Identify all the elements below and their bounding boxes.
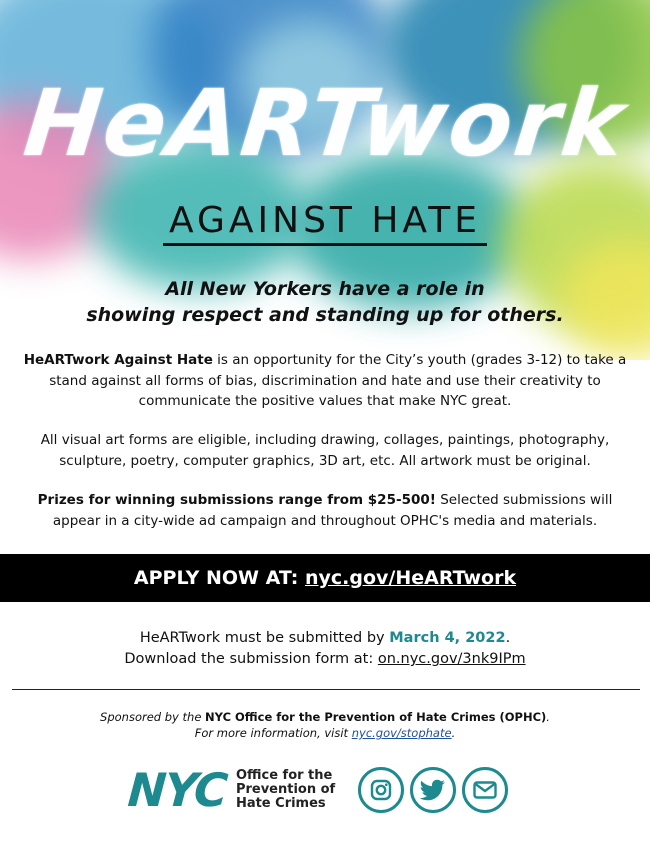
apply-link[interactable]: nyc.gov/HeARTwork [304,567,517,589]
apply-banner [0,554,650,602]
prizes-bold: Prizes for winning submissions range from $25-500! [37,492,436,508]
twitter-icon[interactable] [410,767,456,813]
sponsor-prefix: Sponsored by the [100,710,206,724]
info-suffix: . [451,726,456,740]
against-hate-text: AGAINST HATE [163,200,487,246]
info-link[interactable]: nyc.gov/stophate [351,726,452,740]
sponsor-block [0,709,650,741]
deadline-date: March 4, 2022 [389,630,506,646]
deadline-line [0,628,650,649]
download-line [0,649,650,670]
office-name [236,769,344,811]
intro-bold: HeARTwork Against Hate [23,352,213,368]
against-hate-heading [0,200,650,246]
intro-paragraph [22,350,628,412]
office-line-3: Hate Crimes [235,796,326,811]
divider [12,689,640,690]
info-prefix: For more information, visit [194,726,352,740]
apply-label: APPLY NOW AT: [133,567,305,589]
sponsor-org: NYC Office for the Prevention of Hate Crimes (OPHC) [205,710,547,724]
tagline [0,276,650,328]
office-line-2: Prevention of [235,782,336,797]
sponsor-line [0,709,650,725]
tagline-line-1: All New Yorkers have a role in [165,278,485,300]
info-line [0,725,650,741]
social-links [358,767,514,813]
deadline-prefix: HeARTwork must be submitted by [139,630,390,646]
eligibility-paragraph: All visual art forms are eligible, including drawing, collages, paintings, photography, sculpture, poetry, computer graphics, 3D art, etc. All artwork must be original. [40,432,610,469]
sponsor-suffix: . [546,710,550,724]
download-prefix: Download the submission form at: [124,651,378,667]
prizes-text: Selected submissions will appear in a city-wide ad campaign and throughout OPHC's media and materials. [52,492,613,529]
heartwork-title: HeARTwork [19,70,631,177]
instagram-icon[interactable] [358,767,404,813]
nyc-logo [126,763,344,817]
prizes-paragraph [22,490,628,531]
intro-text: is an opportunity for the City’s youth (grades 3-12) to take a stand against all forms of bias, discrimination and hate and use their creativity to communicate the positive values that make NYC great. [49,352,627,409]
download-link[interactable]: on.nyc.gov/3nk9IPm [377,651,526,667]
office-line-1: Office for the [235,768,333,783]
tagline-line-2: showing respect and standing up for others. [86,304,564,326]
deadline-block [0,628,650,670]
footer [128,762,514,818]
nyc-logo-text: NYC [126,763,228,817]
email-icon[interactable] [462,767,508,813]
deadline-suffix: . [505,630,511,646]
